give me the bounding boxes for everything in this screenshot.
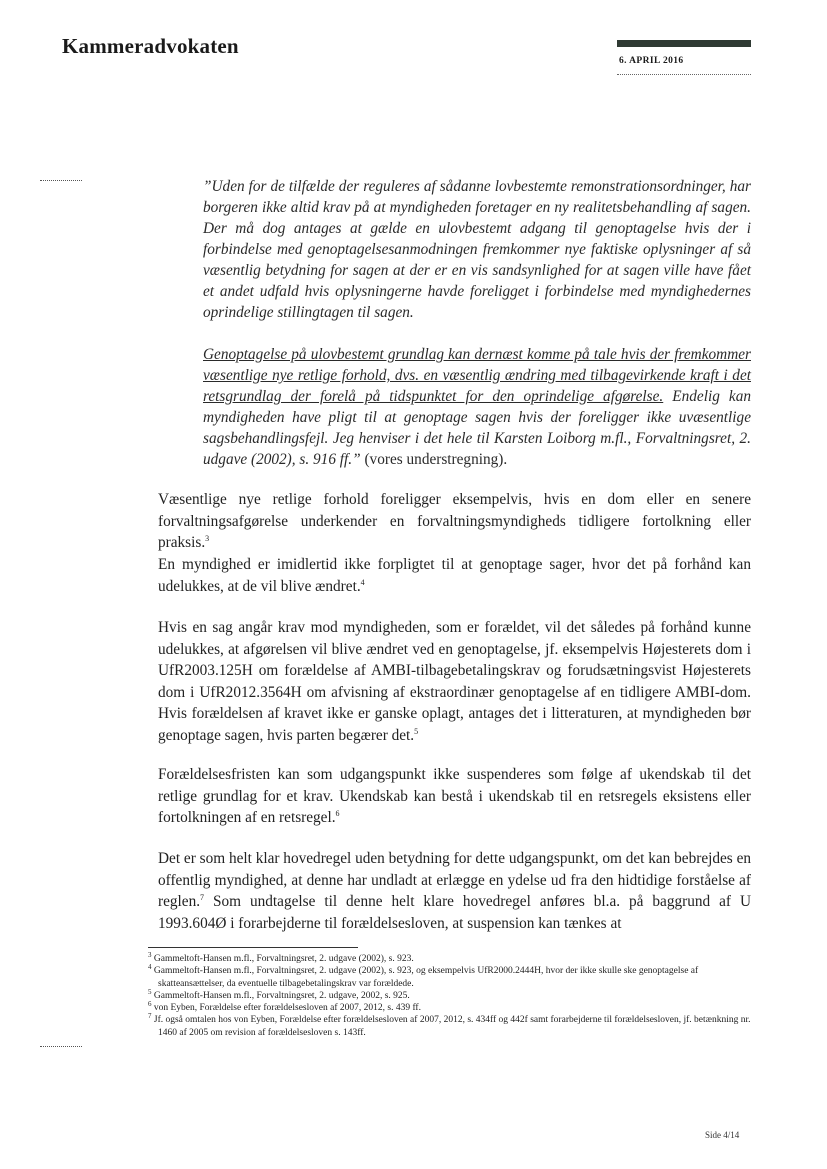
document-date: 6. APRIL 2016 [619, 56, 684, 66]
body-paragraph-3 [158, 617, 751, 746]
body-paragraph-5 [158, 848, 751, 934]
footnote-ref[interactable]: 3 [205, 533, 210, 543]
footnote-5: $^5$ Gammeltoft-Hansen m.fl., Forvaltningsret, 2. udgave, 2002, s. 925. [148, 987, 410, 1001]
quote-underlined-text: Genoptagelse på ulovbestemt grundlag kan dernæst komme på tale hvis der fremkommer væsentlige nye retlige forhold, dvs. en væsentlig ændring med tilbagevirkende kraft i det retsgrundlag der forelå på tidspunktet for den oprindelige afgørelse. [203, 346, 751, 405]
date-divider [617, 74, 751, 75]
body-paragraph-4 [158, 764, 751, 829]
brand-title: Kammeradvokaten [62, 34, 239, 58]
footnote-ref[interactable]: 6 [335, 808, 340, 818]
paragraph-text: Det er som helt klar hovedregel uden betydning for dette udgangspunkt, om det kan bebrejdes en offentlig myndighed, at denne har undladt at erlægge en ydelse ud fra den hidtidige forståelse af reglen. [158, 850, 752, 910]
page-number: Side 4/14 [705, 1130, 740, 1140]
block-quote [203, 176, 751, 323]
footnote-4: $^4$ Gammeltoft-Hansen m.fl., Forvaltningsret, 2. udgave (2002), s. 923, og eksempelvis UfR2000.2444H, hvor der ikke skulle ske genoptagelse af skatteansættelser, da eventuelle tilbagebetalingskrav var forældede. [148, 963, 699, 989]
paragraph-text: Hvis en sag angår krav mod myndigheden, som er forældet, vil det således på forhånd kunne udelukkes, at afgørelsen vil blive ændret ved en genoptagelse, jf. eksempelvis Højesterets dom i UfR2003.125H om forældelse af AMBI-tilbagebetalingskrav og forudsætningsvist Højesterets dom i UfR2012.3564H om afvisning af ekstraordinær genoptagelse af en tidligere AMBI-dom. Hvis forældelsen af kravet ikke er ganske oplagt, antages det i litteraturen, at myndigheden bør genoptage sagen, hvis parten begærer det. [158, 619, 751, 744]
quote-note: (vores understregning). [360, 451, 508, 468]
margin-marker-top [40, 180, 82, 181]
footnote-divider [148, 947, 358, 948]
quote-paragraph-2 [203, 344, 751, 470]
paragraph-text: Væsentlige nye retlige forhold foreligger eksempelvis, hvis en dom eller en senere forvaltningsafgørelse underkender en forvaltningsmyndigheds tidligere fortolkning eller praksis. [158, 491, 751, 551]
footnote-7: $^7$ Jf. også omtalen hos von Eyben, Forældelse efter forældelsesloven af 2007, 2012, s. 434ff og 442f samt forarbejderne til forældelsesloven, jf. betænkning nr. 1460 af 2005 om revision af forældelsesloven s. 143ff. [148, 1012, 751, 1038]
quote-paragraph-1: ”Uden for de tilfælde der reguleres af sådanne lovbestemte remonstrationsordninger, har borgeren ikke altid krav på at myndigheden foretager en ny realitetsbehandling af sagen. Der må dog antages at gælde en ulovbestemt adgang til genoptagelse hvis der i forbindelse med genoptagelsesanmodningen fremkommer nye faktiske oplysninger af så væsentlig betydning for sagen at der er en vis sandsynlighed for at sagen ville have fået et andet udfald hvis oplysningerne havde foreligget i forbindelse med myndighedernes oprindelige stillingtagen til sagen. [203, 178, 751, 321]
quote-text: Endelig kan myndigheden have pligt til at genoptage sagen hvis der foreligger ikke uvæsentlige sagsbehandlingsfejl. Jeg henviser i det hele til Karsten Loiborg m.fl., Forvaltningsret, 2. udgave (2002), s. 916 ff.” [203, 388, 751, 468]
footnote-ref[interactable]: 7 [200, 892, 205, 902]
footnote-ref[interactable]: 5 [414, 726, 419, 736]
body-paragraph-1 [158, 489, 751, 554]
header-accent-bar [617, 40, 751, 47]
paragraph-text: Forældelsesfristen kan som udgangspunkt ikke suspenderes som følge af ukendskab til det retlige grundlag for et krav. Ukendskab kan bestå i ukendskab til en retsregels eksistens eller fortolkningen af en retsregel. [158, 766, 751, 826]
paragraph-text: Som undtagelse til denne helt klare hovedregel anføres bl.a. på baggrund af U 1993.604Ø i forarbejderne til forældelsesloven, at suspension kan tænkes at [158, 893, 751, 932]
footnote-ref[interactable]: 4 [360, 577, 365, 587]
block-quote-continued [203, 344, 751, 470]
footnotes [148, 950, 753, 1039]
body-paragraph-2 [158, 554, 751, 597]
paragraph-text: En myndighed er imidlertid ikke forpligtet til at genoptage sager, hvor det på forhånd kan udelukkes, at de vil blive ændret. [158, 556, 751, 595]
footnote-6: $^6$ von Eyben, Forældelse efter forældelsesloven af 2007, 2012, s. 439 ff. [148, 1000, 421, 1014]
margin-marker-bottom [40, 1046, 82, 1047]
footnote-3: $^3$ Gammeltoft-Hansen m.fl., Forvaltningsret, 2. udgave (2002), s. 923. [148, 950, 414, 964]
